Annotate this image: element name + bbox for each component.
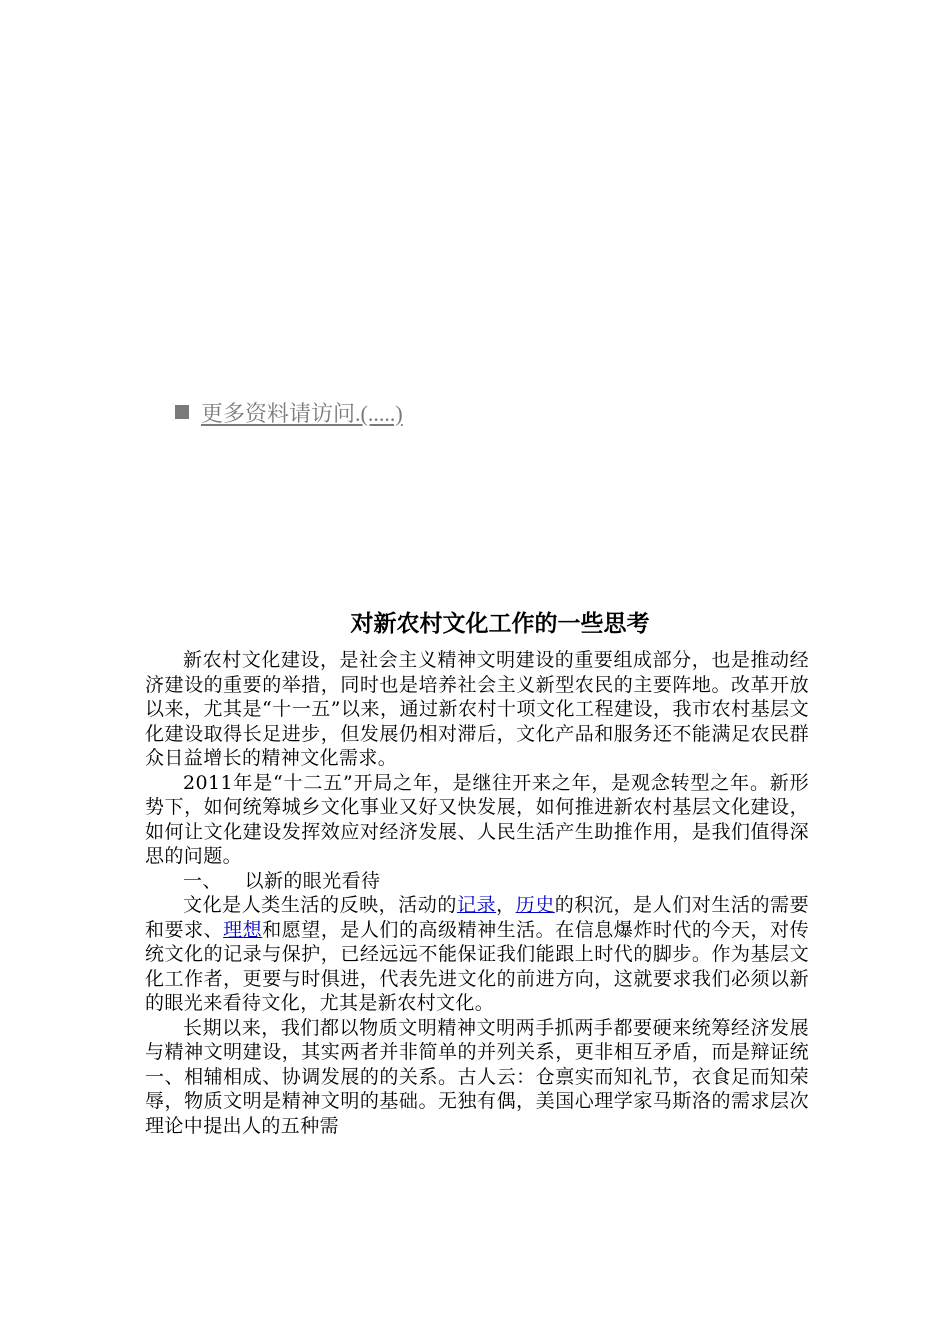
article-title: 对新农村文化工作的一些思考	[350, 611, 650, 637]
link-record[interactable]: 记录	[456, 894, 497, 916]
paragraph-1: 新农村文化建设，是社会主义精神文明建设的重要组成部分，也是推动经济建设的重要的举措，同时也是培养社会主义新型农民的主要阵地。改革开放以来，尤其是“十一五”以来，通过新农村十项文化工程建设，我市农村基层文化建设取得长足进步，但发展仍相对滞后，文化产品和服务还不能满足农民群众日益增长的精神文化需求。	[145, 649, 809, 769]
paragraph-4: 长期以来，我们都以物质文明精神文明两手抓两手都要硬来统筹经济发展与精神文明建设，其实两者并非简单的并列关系，更非相互矛盾，而是辩证统一、相辅相成、协调发展的的关系。古人云：仓禀实而知礼节，衣食足而知荣辱，物质文明是精神文明的基础。无独有偶，美国心理学家马斯洛的需求层次理论中提出人的五种需	[145, 1016, 809, 1137]
square-bullet-icon	[175, 405, 189, 419]
more-resources-link[interactable]: 更多资料请访问.(.....)	[201, 400, 403, 426]
link-ideal[interactable]: 理想	[223, 918, 263, 941]
section-number: 一、	[183, 869, 222, 892]
section-heading-1	[145, 869, 809, 894]
paragraph-3	[145, 893, 809, 1016]
section-title: 以新的眼光看待	[244, 869, 381, 892]
link-history[interactable]: 历史	[515, 894, 555, 916]
paragraph-3-text-c: 的积沉，是人们对生活的需要和要求、	[145, 894, 809, 941]
paragraph-3-text-d: 和愿望，是人们的高级精神生活。在信息爆炸时代的今天，对传统文化的记录与保护，已经远远不能保证我们能跟上时代的脚步。作为基层文化工作者，更要与时俱进，代表先进文化的前进方向，这就要求我们必须以新的眼光来看待文化，尤其是新农村文化。	[145, 918, 809, 1014]
paragraph-3-text-a: 文化是人类生活的反映，活动的	[183, 894, 457, 916]
article-body	[145, 648, 809, 1138]
paragraph-2: 2011年是“十二五”开局之年，是继往开来之年，是观念转型之年。新形势下，如何统筹城乡文化事业又好又快发展，如何推进新农村基层文化建设，如何让文化建设发挥效应对经济发展、人民生活产生助推作用，是我们值得深思的问题。	[145, 771, 809, 867]
paragraph-3-text-b: ，	[496, 894, 516, 916]
more-resources-row	[175, 395, 403, 429]
